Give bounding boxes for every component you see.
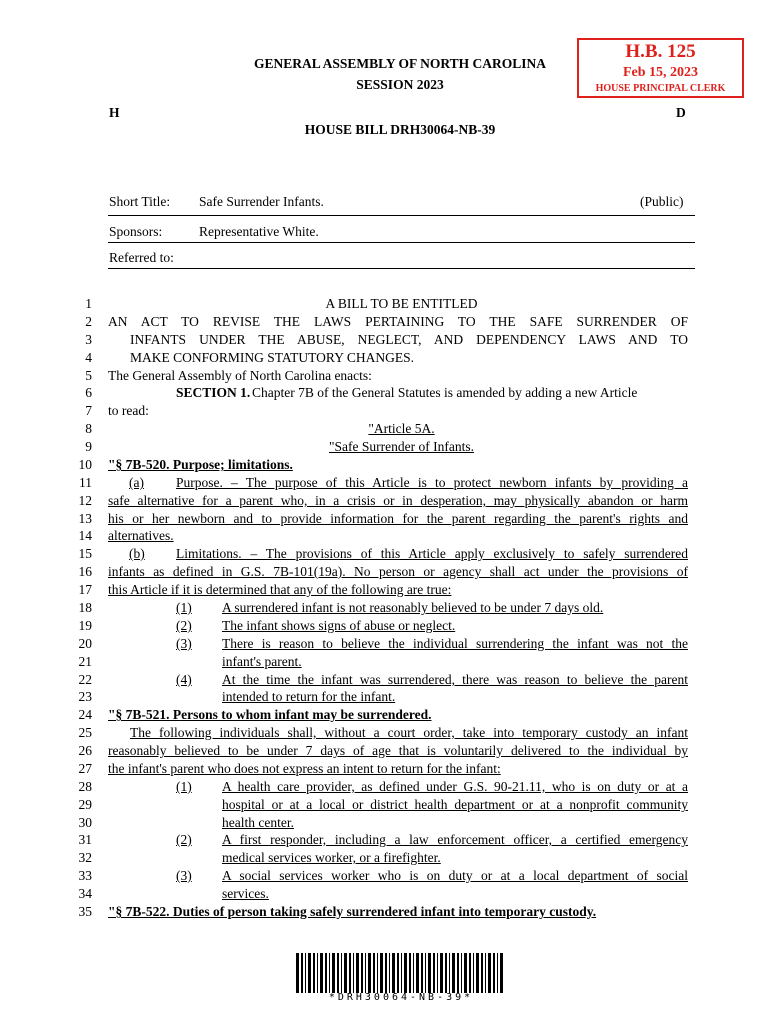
section-label: SECTION 1. — [176, 385, 251, 400]
line-number: 31 — [78, 832, 92, 847]
line-number: 5 — [85, 368, 92, 383]
list-number: (1) — [176, 779, 192, 794]
barcode-bar — [401, 953, 402, 993]
text-line: infant's parent. — [222, 654, 302, 669]
barcode-bar — [404, 953, 407, 993]
barcode-bar — [365, 953, 366, 993]
barcode-bar — [296, 953, 299, 993]
barcode-bar — [421, 953, 423, 993]
barcode-bar — [317, 953, 318, 993]
article-heading: "Article 5A. — [368, 421, 435, 436]
divider-rule — [108, 242, 695, 243]
subsection-label: (a) — [129, 475, 144, 490]
list-number: (2) — [176, 618, 192, 633]
line-number: 25 — [78, 725, 92, 740]
line-number: 13 — [78, 511, 92, 526]
line-number: 18 — [78, 600, 92, 615]
referred-label: Referred to: — [109, 250, 174, 265]
barcode-bar — [385, 953, 387, 993]
barcode-bar — [445, 953, 447, 993]
text-line: A health care provider, as defined under G.S. 90-21.11, who is on duty or at a — [222, 779, 688, 794]
barcode-bar — [428, 953, 431, 993]
line-number: 34 — [78, 886, 92, 901]
text-line: Chapter 7B of the General Statutes is amended by adding a new Article — [252, 385, 638, 400]
barcode-bar — [488, 953, 491, 993]
line-number: 26 — [78, 743, 92, 758]
section-heading: "§ 7B-520. Purpose; limitations. — [108, 457, 293, 472]
list-number: (1) — [176, 600, 192, 615]
text-line: At the time the infant was surrendered, there was reason to believe the parent — [222, 672, 688, 687]
barcode-bar — [500, 953, 503, 993]
barcode-bar — [373, 953, 375, 993]
line-number: 2 — [85, 314, 92, 329]
text-line: The General Assembly of North Carolina enacts: — [108, 368, 372, 383]
line-number: 27 — [78, 761, 92, 776]
line-number: 29 — [78, 797, 92, 812]
sponsors-label: Sponsors: — [109, 224, 163, 239]
line-number: 20 — [78, 636, 92, 651]
line-number: 7 — [85, 403, 92, 418]
barcode-bar — [493, 953, 495, 993]
barcode-bar — [353, 953, 354, 993]
line-number: 22 — [78, 672, 92, 687]
barcode-bar — [341, 953, 342, 993]
line-number: 32 — [78, 850, 92, 865]
barcode-bar — [305, 953, 306, 993]
text-line: the infant's parent who does not express an intent to return for the infant: — [108, 761, 501, 776]
barcode-bar — [485, 953, 486, 993]
line-number: 24 — [78, 707, 92, 722]
barcode — [296, 953, 506, 993]
short-title-label: Short Title: — [109, 194, 171, 209]
barcode-bar — [320, 953, 323, 993]
line-number: 30 — [78, 815, 92, 830]
text-line: There is reason to believe the individual surrendering the infant was not the — [222, 636, 688, 651]
line-number: 1 — [85, 296, 92, 311]
line-number: 6 — [85, 385, 92, 400]
barcode-bar — [377, 953, 378, 993]
clerk-stamp — [577, 38, 744, 98]
line-number: 4 — [85, 350, 92, 365]
barcode-bar — [329, 953, 330, 993]
barcode-bar — [332, 953, 335, 993]
section-heading: "§ 7B-521. Persons to whom infant may be surrendered. — [108, 707, 432, 722]
text-line: Limitations. – The provisions of this Article apply exclusively to safely surrendered — [176, 546, 688, 561]
text-line: A social services worker who is on duty or at a local department of social — [222, 868, 688, 883]
text-line: MAKE CONFORMING STATUTORY CHANGES. — [130, 350, 414, 365]
text-line: to read: — [108, 403, 149, 418]
line-number: 11 — [79, 475, 92, 490]
text-line: INFANTS UNDER THE ABUSE, NEGLECT, AND DEPENDENCY LAWS AND TO — [130, 332, 688, 347]
barcode-bar — [313, 953, 315, 993]
barcode-bar — [473, 953, 474, 993]
text-line: A surrendered infant is not reasonably believed to be under 7 days old. — [222, 600, 604, 615]
barcode-bar — [301, 953, 303, 993]
barcode-bar — [416, 953, 419, 993]
article-title: "Safe Surrender of Infants. — [329, 439, 474, 454]
text-line: infants as defined in G.S. 7B-101(19a). No person or agency shall act under the provisions of — [108, 564, 688, 579]
stamp-office: HOUSE PRINCIPAL CLERK — [595, 83, 726, 94]
barcode-bar — [380, 953, 383, 993]
line-number: 3 — [85, 332, 92, 347]
line-number: 16 — [78, 564, 92, 579]
barcode-bar — [413, 953, 414, 993]
text-line: medical services worker, or a firefighter. — [222, 850, 441, 865]
barcode-bar — [433, 953, 435, 993]
list-number: (3) — [176, 868, 192, 883]
barcode-bar — [368, 953, 371, 993]
barcode-bar — [449, 953, 450, 993]
barcode-bar — [356, 953, 359, 993]
line-number: 19 — [78, 618, 92, 633]
list-number: (3) — [176, 636, 192, 651]
barcode-bar — [349, 953, 351, 993]
list-number: (2) — [176, 832, 192, 847]
chamber-letter-left: H — [109, 105, 120, 120]
line-number: 14 — [78, 528, 92, 543]
bill-heading: A BILL TO BE ENTITLED — [325, 296, 478, 311]
barcode-bar — [361, 953, 363, 993]
barcode-bar — [497, 953, 498, 993]
stamp-bill-number: H.B. 125 — [625, 41, 696, 62]
text-line: health center. — [222, 815, 294, 830]
line-number: 8 — [85, 421, 92, 436]
line-number: 28 — [78, 779, 92, 794]
chamber-letter-right: D — [676, 105, 686, 120]
text-line: safe alternative for a parent who, in a crisis or in desperation, may physically abandon or harm — [108, 493, 688, 508]
line-number: 23 — [78, 689, 92, 704]
bill-title: HOUSE BILL DRH30064-NB-39 — [304, 122, 496, 137]
barcode-bar — [464, 953, 467, 993]
sponsors-value: Representative White. — [199, 224, 319, 239]
text-line: this Article if it is determined that any of the following are true: — [108, 582, 452, 597]
text-line: AN ACT TO REVISE THE LAWS PERTAINING TO THE SAFE SURRENDER OF — [108, 314, 688, 329]
barcode-bar — [481, 953, 483, 993]
public-label: (Public) — [640, 194, 684, 209]
line-number: 10 — [78, 457, 92, 472]
stamp-date: Feb 15, 2023 — [622, 65, 699, 80]
divider-rule — [108, 215, 695, 216]
assembly-heading: GENERAL ASSEMBLY OF NORTH CAROLINA — [253, 56, 547, 71]
divider-rule — [108, 268, 695, 269]
line-number: 21 — [78, 654, 92, 669]
short-title-value: Safe Surrender Infants. — [199, 194, 324, 209]
barcode-bar — [469, 953, 471, 993]
line-number: 17 — [78, 582, 92, 597]
line-number: 9 — [85, 439, 92, 454]
barcode-bar — [452, 953, 455, 993]
text-line: hospital or at a local or district health department or at a nonprofit community — [222, 797, 688, 812]
barcode-bar — [389, 953, 390, 993]
text-line: services. — [222, 886, 269, 901]
line-number: 12 — [78, 493, 92, 508]
barcode-bar — [461, 953, 462, 993]
text-line: The infant shows signs of abuse or neglect. — [222, 618, 456, 633]
subsection-label: (b) — [129, 546, 145, 561]
barcode-bar — [337, 953, 339, 993]
text-line: Purpose. – The purpose of this Article is to protect newborn infants by providing a — [176, 475, 688, 490]
line-number: 35 — [78, 904, 92, 919]
barcode-bar — [440, 953, 443, 993]
barcode-bar — [457, 953, 459, 993]
text-line: reasonably believed to be under 7 days of age that is voluntarily delivered to the individual by — [108, 743, 688, 758]
barcode-bar — [397, 953, 399, 993]
barcode-bar — [437, 953, 438, 993]
text-line: A first responder, including a law enforcement officer, a certified emergency — [222, 832, 688, 847]
barcode-bar — [344, 953, 347, 993]
list-number: (4) — [176, 672, 192, 687]
line-number: 15 — [78, 546, 92, 561]
barcode-bar — [409, 953, 411, 993]
barcode-bar — [392, 953, 395, 993]
barcode-bar — [308, 953, 311, 993]
text-line: his or her newborn and to provide information for the parent regarding the parent's rights and — [108, 511, 688, 526]
text-line: alternatives. — [108, 528, 174, 543]
text-line: The following individuals shall, without a court order, take into temporary custody an infant — [130, 725, 688, 740]
barcode-bar — [476, 953, 479, 993]
text-line: intended to return for the infant. — [222, 689, 396, 704]
session-heading: SESSION 2023 — [356, 77, 444, 92]
line-number: 33 — [78, 868, 92, 883]
barcode-bar — [425, 953, 426, 993]
section-heading: "§ 7B-522. Duties of person taking safely surrendered infant into temporary custody. — [108, 904, 597, 919]
barcode-text: *DRH30064-NB-39* — [328, 992, 474, 1003]
barcode-bar — [325, 953, 327, 993]
